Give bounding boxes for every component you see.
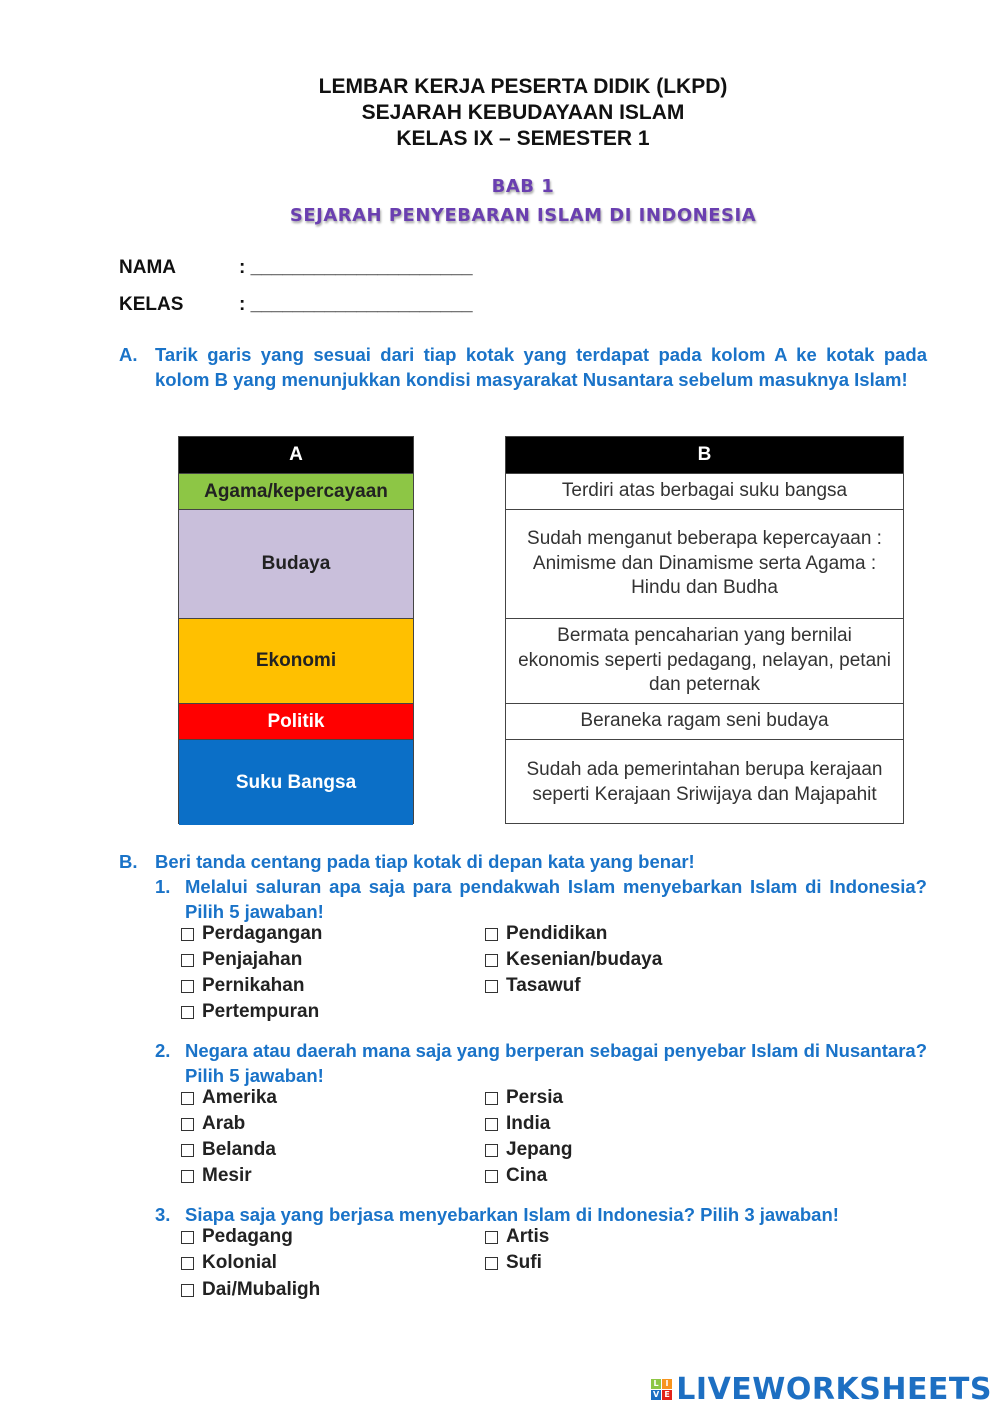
question-3-text: Siapa saja yang berjasa menyebarkan Islam di Indonesia? Pilih 3 jawaban! (185, 1204, 839, 1225)
option-dai-mubaligh[interactable] (181, 1279, 320, 1301)
option-label: Kolonial (202, 1252, 277, 1273)
section-b-letter: B. (119, 851, 138, 872)
option-india[interactable] (485, 1113, 550, 1135)
chapter-title: SEJARAH PENYEBARAN ISLAM DI INDONESIA (289, 205, 757, 226)
option-cina[interactable] (485, 1165, 547, 1187)
option-kesenian-budaya[interactable] (485, 949, 662, 971)
column-b (505, 436, 904, 824)
col-b-item-1[interactable]: Terdiri atas berbagai suku bangsa (506, 473, 903, 509)
kelas-field[interactable]: : _____________________ (239, 294, 473, 315)
nama-field[interactable]: : _____________________ (239, 257, 473, 278)
checkbox[interactable] (181, 954, 194, 967)
checkbox[interactable] (181, 1231, 194, 1244)
option-label: Dai/Mubaligh (202, 1279, 321, 1300)
option-pedagang[interactable] (181, 1226, 293, 1248)
checkbox[interactable] (181, 1118, 194, 1131)
option-label: Persia (506, 1087, 564, 1108)
col-a-item-politik[interactable]: Politik (179, 703, 413, 739)
question-1-text: Melalui saluran apa saja para pendakwah Islam menyebarkan Islam di Indonesia? Pilih 5 jawaban! (185, 876, 927, 922)
question-2-number: 2. (155, 1040, 171, 1061)
logo-text: LIVEWORKSHEETS (676, 1372, 992, 1407)
logo-tile: I (662, 1379, 672, 1389)
question-1-number: 1. (155, 876, 171, 897)
checkbox[interactable] (485, 954, 498, 967)
liveworksheets-logo[interactable] (651, 1372, 992, 1407)
option-kolonial[interactable] (181, 1252, 277, 1274)
checkbox[interactable] (485, 1092, 498, 1105)
checkbox[interactable] (485, 1231, 498, 1244)
option-label: Tasawuf (506, 975, 581, 996)
option-pernikahan[interactable] (181, 975, 304, 997)
col-a-item-ekonomi[interactable]: Ekonomi (179, 618, 413, 703)
option-belanda[interactable] (181, 1139, 276, 1161)
option-tasawuf[interactable] (485, 975, 581, 997)
option-label: Perdagangan (202, 923, 323, 944)
checkbox[interactable] (485, 1118, 498, 1131)
option-label: Pernikahan (202, 975, 305, 996)
col-a-item-agama[interactable]: Agama/kepercayaan (179, 473, 413, 509)
question-2-text: Negara atau daerah mana saja yang berperan sebagai penyebar Islam di Nusantara? Pilih 5 jawaban! (185, 1040, 927, 1086)
option-pendidikan[interactable] (485, 923, 607, 945)
col-a-item-suku-bangsa[interactable]: Suku Bangsa (179, 739, 413, 825)
checkbox[interactable] (181, 1092, 194, 1105)
nama-label: NAMA (119, 257, 176, 278)
logo-tile: E (662, 1390, 672, 1400)
option-label: Pendidikan (506, 923, 608, 944)
option-label: Artis (506, 1226, 550, 1247)
option-label: Jepang (506, 1139, 573, 1160)
checkbox[interactable] (485, 1144, 498, 1157)
option-amerika[interactable] (181, 1087, 277, 1109)
logo-grid-icon (651, 1379, 672, 1400)
option-perdagangan[interactable] (181, 923, 322, 945)
logo-tile: L (651, 1379, 661, 1389)
option-pertempuran[interactable] (181, 1001, 319, 1023)
option-label: India (506, 1113, 551, 1134)
col-b-item-2[interactable]: Sudah menganut beberapa kepercayaan : Animisme dan Dinamisme serta Agama : Hindu dan Budha (506, 509, 903, 618)
option-persia[interactable] (485, 1087, 563, 1109)
chapter-number: BAB 1 (491, 176, 555, 197)
option-label: Pedagang (202, 1226, 293, 1247)
option-sufi[interactable] (485, 1252, 542, 1274)
option-label: Arab (202, 1113, 246, 1134)
checkbox[interactable] (181, 980, 194, 993)
option-jepang[interactable] (485, 1139, 573, 1161)
checkbox[interactable] (485, 928, 498, 941)
section-a-letter: A. (119, 344, 138, 365)
checkbox[interactable] (181, 1144, 194, 1157)
col-a-item-budaya[interactable]: Budaya (179, 509, 413, 618)
checkbox[interactable] (485, 1170, 498, 1183)
column-a-header: A (179, 437, 413, 473)
option-arab[interactable] (181, 1113, 245, 1135)
option-label: Belanda (202, 1139, 276, 1160)
kelas-label: KELAS (119, 294, 184, 315)
option-label: Amerika (202, 1087, 277, 1108)
checkbox[interactable] (181, 1284, 194, 1297)
option-label: Kesenian/budaya (506, 949, 663, 970)
column-a (178, 436, 414, 824)
column-b-header: B (506, 437, 903, 473)
checkbox[interactable] (181, 1170, 194, 1183)
option-artis[interactable] (485, 1226, 549, 1248)
section-b-instruction: Beri tanda centang pada tiap kotak di depan kata yang benar! (155, 851, 695, 872)
col-b-item-4[interactable]: Beraneka ragam seni budaya (506, 703, 903, 739)
col-b-item-3[interactable]: Bermata pencaharian yang bernilai ekonomis seperti pedagang, nelayan, petani dan peternak (506, 618, 903, 703)
title-line-3: KELAS IX – SEMESTER 1 (396, 127, 650, 150)
logo-tile: V (652, 1390, 660, 1399)
col-b-item-5[interactable]: Sudah ada pemerintahan berupa kerajaan seperti Kerajaan Sriwijaya dan Majapahit (506, 739, 903, 825)
checkbox[interactable] (181, 1257, 194, 1270)
title-line-2: SEJARAH KEBUDAYAAN ISLAM (361, 101, 685, 124)
option-label: Cina (506, 1165, 548, 1186)
checkbox[interactable] (181, 928, 194, 941)
option-label: Pertempuran (202, 1001, 320, 1022)
checkbox[interactable] (181, 1006, 194, 1019)
option-label: Mesir (202, 1165, 252, 1186)
title-line-1: LEMBAR KERJA PESERTA DIDIK (LKPD) (318, 75, 728, 98)
checkbox[interactable] (485, 1257, 498, 1270)
section-a-instruction: Tarik garis yang sesuai dari tiap kotak yang terdapat pada kolom A ke kotak pada kolom B yang menunjukkan kondisi masyarakat Nusantara sebelum masuknya Islam! (155, 344, 927, 390)
option-label: Sufi (506, 1252, 542, 1273)
option-penjajahan[interactable] (181, 949, 302, 971)
question-3-number: 3. (155, 1204, 171, 1225)
option-mesir[interactable] (181, 1165, 252, 1187)
option-label: Penjajahan (202, 949, 303, 970)
checkbox[interactable] (485, 980, 498, 993)
